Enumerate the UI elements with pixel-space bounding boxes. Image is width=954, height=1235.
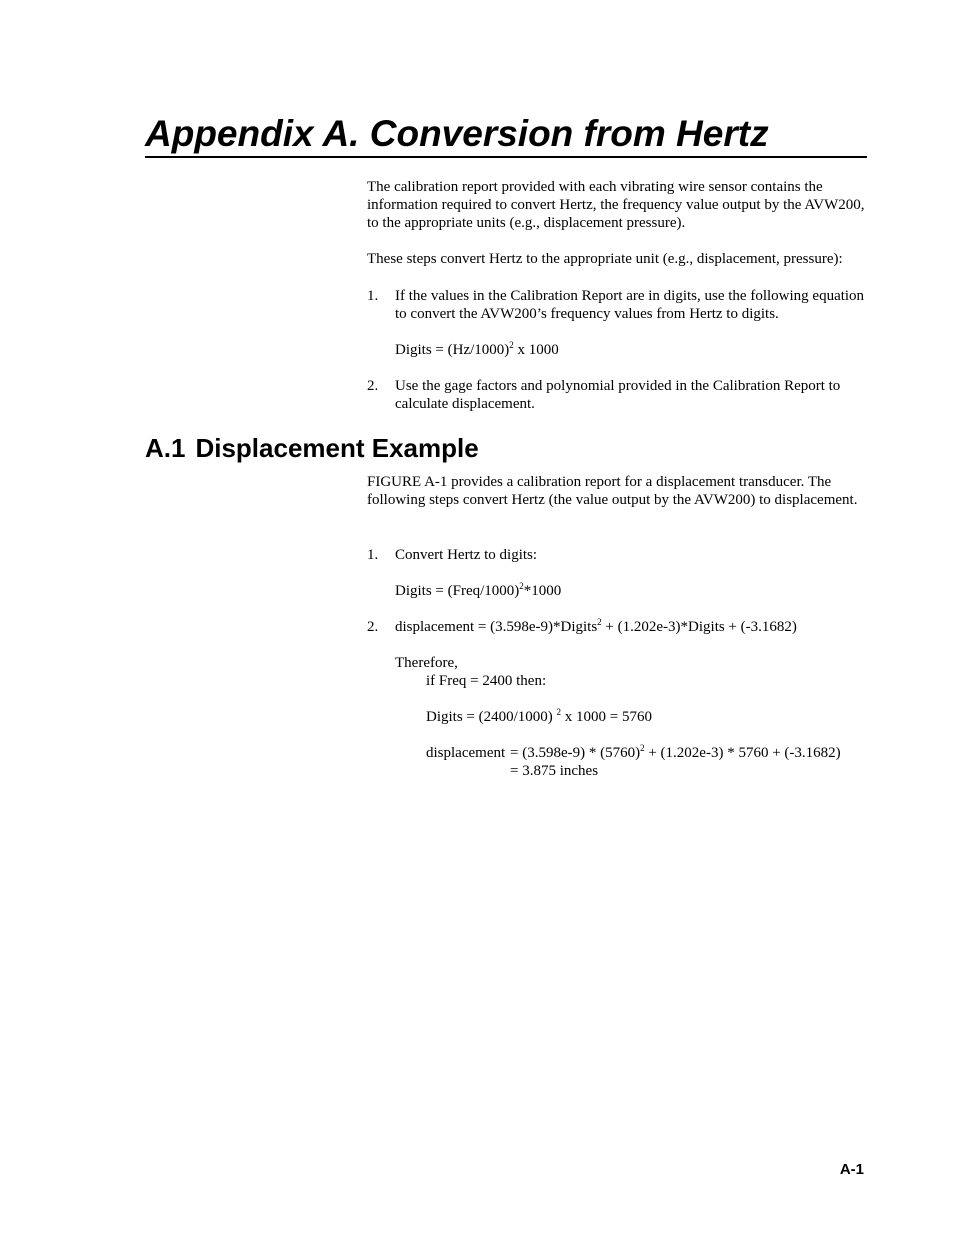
step-text: If the values in the Calibration Report are in digits, use the following equation to convert the AVW200’s frequency values from Hertz to digits. [395, 288, 865, 322]
step-number: 2. [367, 619, 379, 635]
digits-equation: Digits = $(Hz/1000)^2$ x 1000 [395, 340, 559, 358]
step-text: Use the gage factors and polynomial provided in the Calibration Report to calculate displacement. [395, 378, 841, 412]
intro-steps-lead: These steps convert Hertz to the appropriate unit (e.g., displacement, pressure): [367, 251, 843, 267]
title-rule [145, 156, 867, 158]
condition-text: if Freq = 2400 then: [426, 673, 547, 689]
step-text: Convert Hertz to digits: [395, 547, 538, 563]
digits-calculation: Digits = (2400/1000) $^2$ x 1000 = 5760 [426, 707, 653, 725]
step-number: 1. [367, 288, 379, 304]
section-number: A.1 [145, 433, 186, 463]
therefore-text: Therefore, [395, 655, 458, 671]
page-title: Appendix A. Conversion from Hertz [145, 113, 769, 154]
page-number: A-1 [839, 1161, 864, 1178]
section-paragraph: FIGURE A-1 provides a calibration report for a displacement transducer. The following steps convert Hertz (the value output by the AVW200) to displacement. [367, 474, 858, 508]
step-number: 1. [367, 547, 379, 563]
digits-equation: Digits = (Freq/1000)$^2$*1000 [395, 581, 562, 599]
section-title: Displacement Example [195, 433, 479, 463]
displacement-equation: displacement = (3.598e-9)*Digits$^2$ + (1.202e-3)*Digits + (-3.1682) [395, 617, 797, 635]
section-heading [145, 432, 479, 464]
intro-paragraph: The calibration report provided with each vibrating wire sensor contains the information required to convert Hertz, the frequency value output by the AVW200, to the appropriate units (e.g., displacement pressure). [367, 179, 865, 231]
displacement-calculation: displacement = $(3.598e-9) * (5760)^2 + (1.202e-3) * 5760 + (-3.1682)$ [426, 743, 841, 761]
step-number: 2. [367, 378, 379, 394]
displacement-result: = 3.875 inches [510, 763, 599, 779]
